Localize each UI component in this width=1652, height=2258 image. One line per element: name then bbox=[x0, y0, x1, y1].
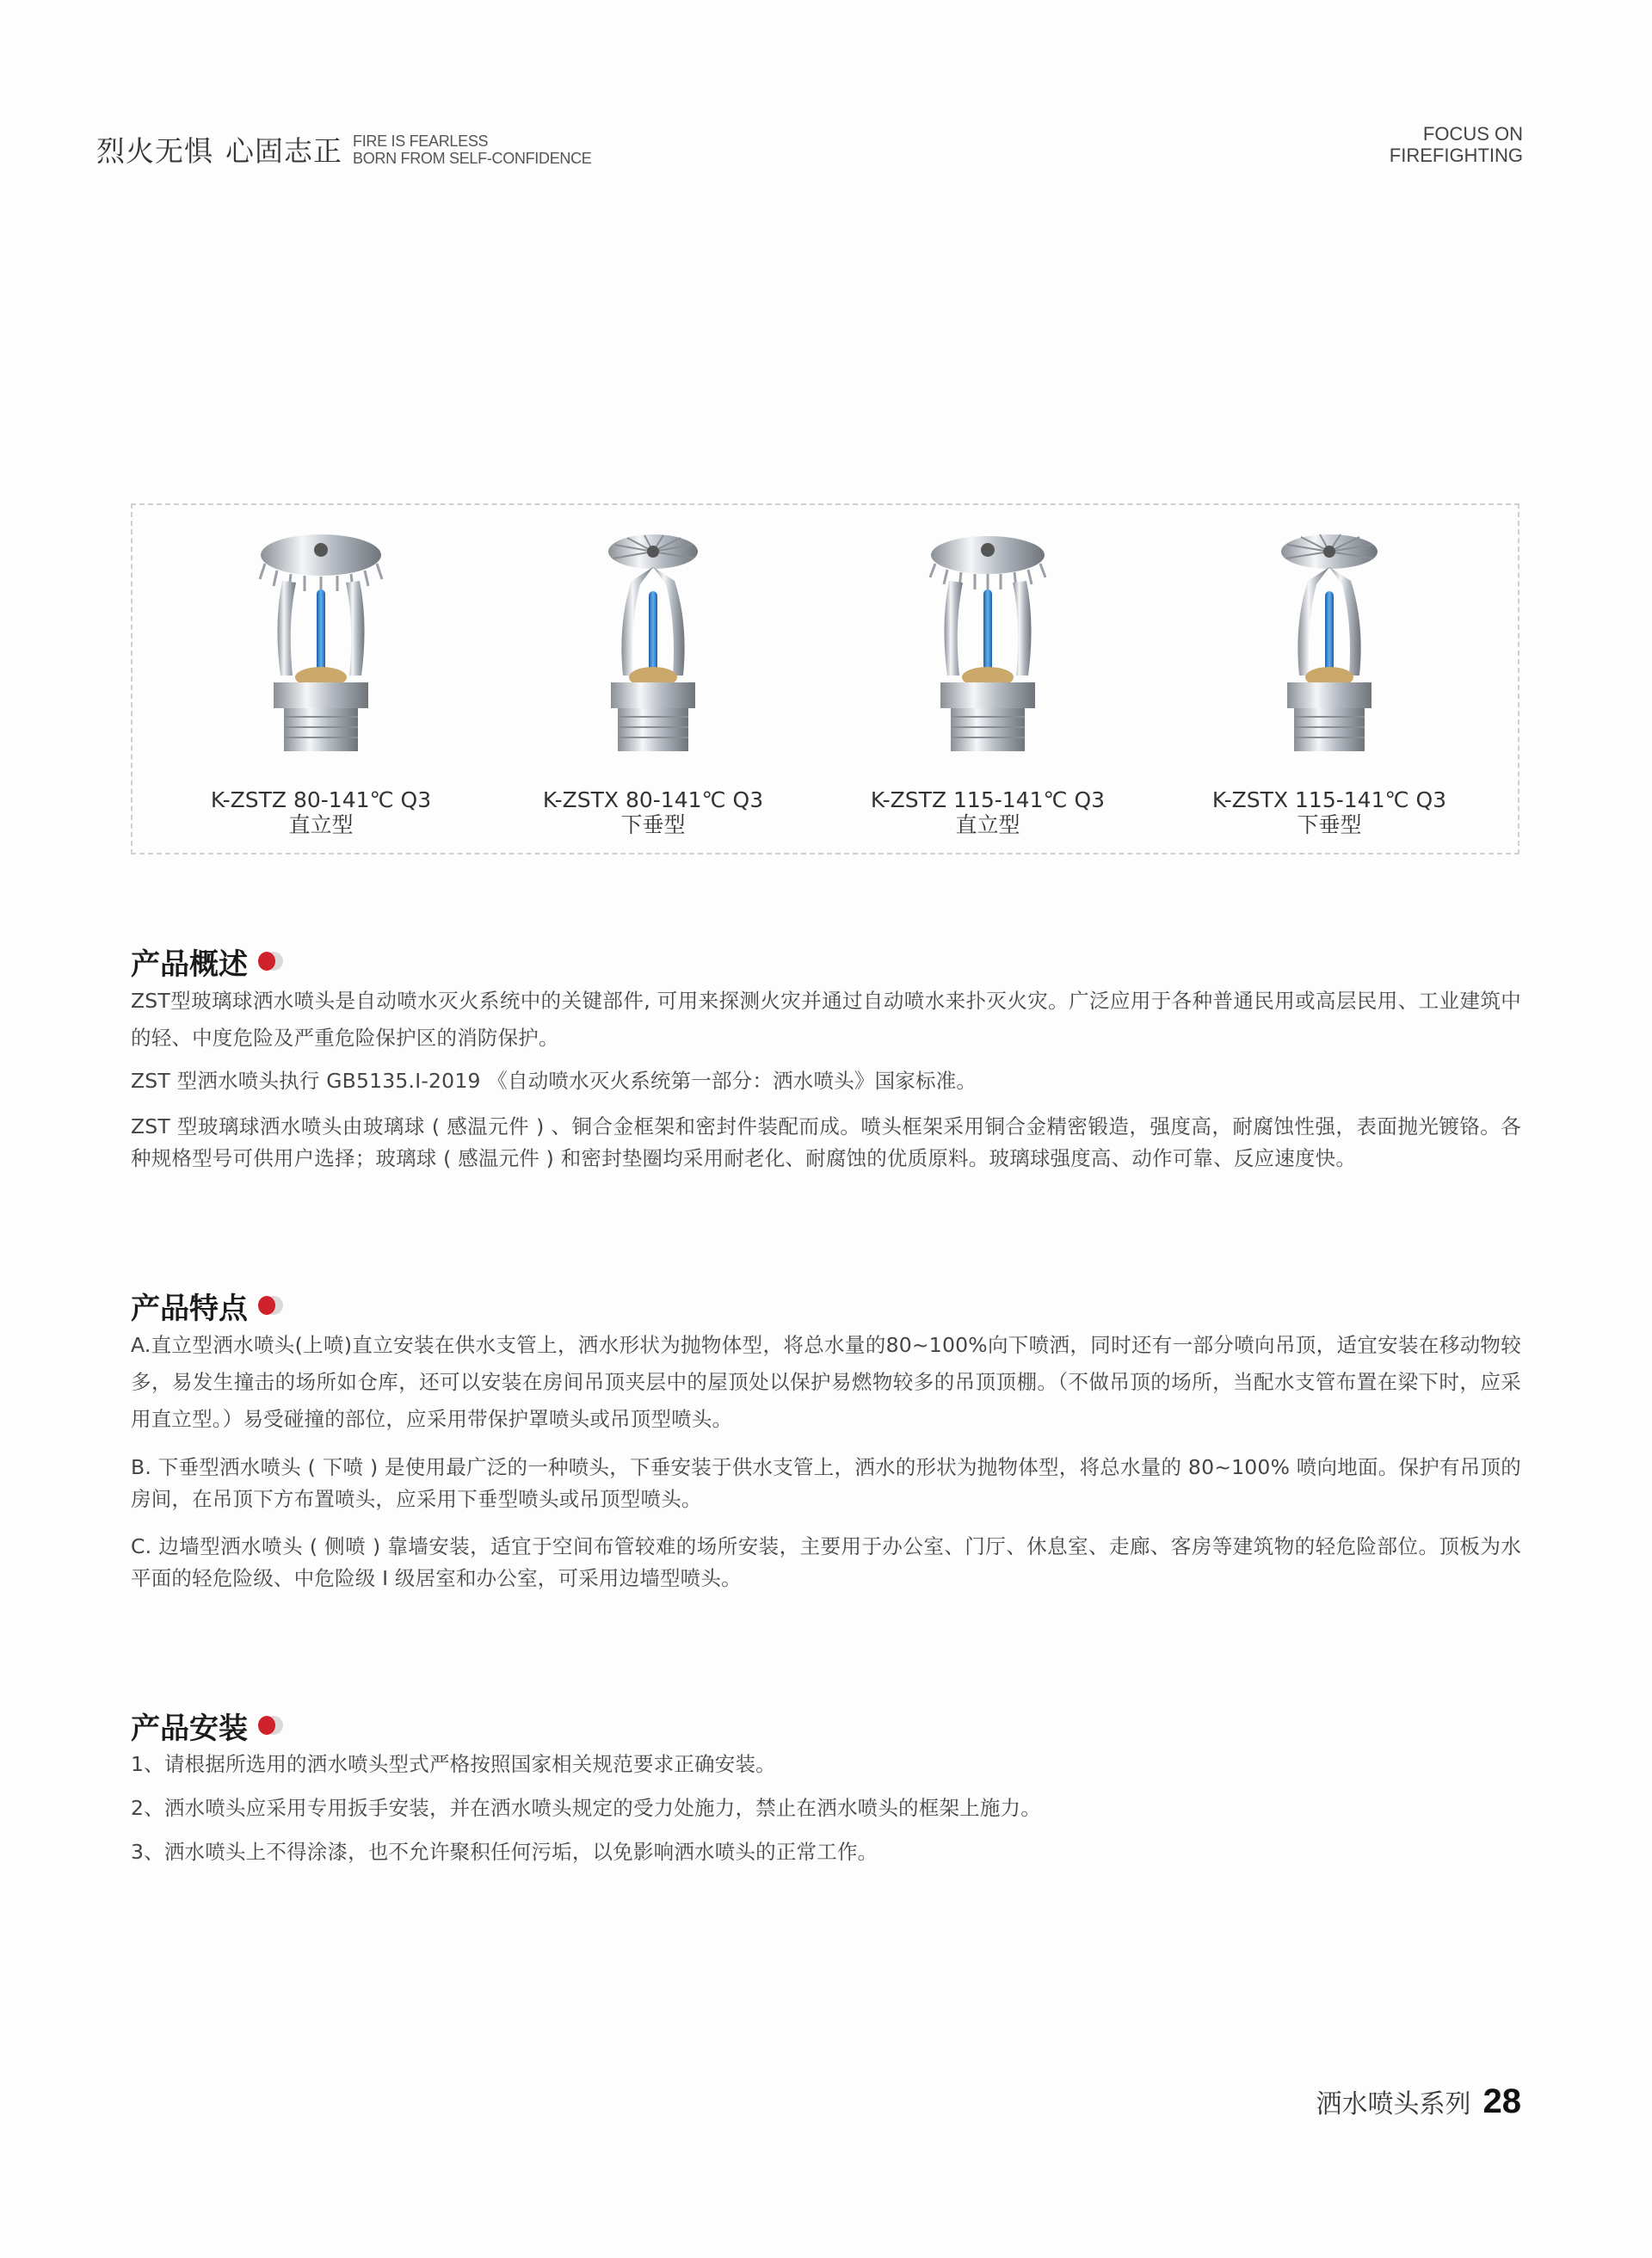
overview-title: 产品概述 bbox=[131, 947, 248, 982]
product-type: 下垂型 bbox=[620, 812, 686, 837]
product-type: 直立型 bbox=[288, 812, 354, 837]
product-gallery bbox=[131, 503, 1519, 854]
features-paragraph: B. 下垂型洒水喷头 ( 下喷 ) 是使用最广泛的一种喷头，下垂安装于供水支管上，洒水的形状为抛物体型，将总水量的 80~100% 喷向地面。保护有吊顶的房间，在吊顶下方布置喷头，应采用下垂型喷头或吊顶型喷头。 bbox=[131, 1455, 1521, 1511]
tagline-line1: FOCUS ON bbox=[1422, 123, 1523, 145]
slogan-cn-part2: 心固志正 bbox=[225, 134, 342, 168]
features-paragraph: A.直立型洒水喷头(上喷)直立安装在供水支管上，洒水形状为抛物体型，将总水量的80~100%向下喷洒，同时还有一部分喷向吊顶，适宜安装在移动物较多，易发生撞击的场所如仓库，还可以安装在房间吊顶夹层中的屋顶处以保护易燃物较多的吊顶顶棚。（不做吊顶的场所，当配水支管布置在梁下时，应采用直立型。）易受碰撞的部位，应采用带保护罩喷头或吊顶型喷头。 bbox=[131, 1333, 1521, 1431]
product-model: K-ZSTZ 115-141℃ Q3 bbox=[870, 787, 1106, 812]
section-features bbox=[131, 1286, 1521, 1595]
product-type: 直立型 bbox=[955, 812, 1020, 837]
slogan-chinese bbox=[96, 129, 342, 170]
red-grey-dots-icon bbox=[258, 1296, 287, 1315]
product-model: K-ZSTZ 80-141℃ Q3 bbox=[210, 787, 432, 812]
section-title bbox=[131, 1286, 1521, 1325]
overview-paragraph: ZST 型玻璃球洒水喷头由玻璃球 ( 感温元件 ) 、铜合金框架和密封件装配而成。喷头框架采用铜合金精密锻造，强度高，耐腐蚀性强，表面抛光镀铬。各种规格型号可供用户选择；玻璃球 ( 感温元件 ) 和密封垫圈均采用耐老化、耐腐蚀的优质原料。玻璃球强度高、动作可靠、反应速度快。 bbox=[131, 1114, 1521, 1170]
installation-item: 2、洒水喷头应采用专用扳手安装，并在洒水喷头规定的受力处施力，禁止在洒水喷头的框架上施力。 bbox=[131, 1796, 1041, 1820]
slogan-en-line2: BORN FROM SELF-CONFIDENCE bbox=[353, 149, 592, 167]
pendent-sprinkler-icon bbox=[1256, 529, 1402, 753]
slogan-en-line1: FIRE IS FEARLESS bbox=[353, 132, 489, 150]
series-name: 洒水喷头系列 bbox=[1316, 2089, 1471, 2119]
header-slogan bbox=[96, 129, 592, 170]
installation-title: 产品安装 bbox=[131, 1711, 248, 1746]
section-title bbox=[131, 941, 1521, 981]
installation-item: 1、请根据所选用的洒水喷头型式严格按照国家相关规范要求正确安装。 bbox=[131, 1752, 776, 1776]
red-grey-dots-icon bbox=[258, 952, 287, 971]
overview-paragraph: ZST型玻璃球洒水喷头是自动喷水灭火系统中的关键部件, 可用来探测火灾并通过自动喷水来扑灭火灾。广泛应用于各种普通民用或高层民用、工业建筑中的轻、中度危险及严重危险保护区的消防保护。 bbox=[131, 989, 1521, 1050]
features-paragraph: C. 边墙型洒水喷头 ( 侧喷 ) 靠墙安装，适宜于空间布管较难的场所安装，主要用于办公室、门厅、休息室、走廊、客房等建筑物的轻危险部位。顶板为水平面的轻危险级、中危险级 I 级居室和办公室，可采用边墙型喷头。 bbox=[131, 1534, 1521, 1590]
product-model: K-ZSTX 80-141℃ Q3 bbox=[542, 787, 764, 812]
product-model: K-ZSTX 115-141℃ Q3 bbox=[1211, 787, 1447, 812]
pendent-sprinkler-icon bbox=[580, 529, 726, 753]
red-grey-dots-icon bbox=[258, 1716, 287, 1735]
section-installation bbox=[131, 1706, 1521, 1868]
features-title: 产品特点 bbox=[131, 1291, 248, 1326]
tagline-line2: FIREFIGHTING bbox=[1389, 145, 1523, 166]
slogan-english bbox=[353, 133, 592, 167]
installation-item: 3、洒水喷头上不得涂漆，也不允许聚积任何污垢，以免影响洒水喷头的正常工作。 bbox=[131, 1840, 878, 1864]
page-footer bbox=[1316, 2082, 1522, 2121]
overview-paragraph: ZST 型洒水喷头执行 GB5135.I-2019 《自动喷水灭火系统第一部分：洒水喷头》国家标准。 bbox=[131, 1069, 977, 1093]
product-card bbox=[1200, 529, 1458, 837]
section-overview bbox=[131, 941, 1521, 1175]
slogan-cn-part1: 烈火无惧 bbox=[96, 134, 213, 168]
upright-sprinkler-icon bbox=[915, 529, 1061, 753]
product-card bbox=[192, 529, 450, 837]
product-type: 下垂型 bbox=[1297, 812, 1362, 837]
product-card bbox=[524, 529, 782, 837]
page-number: 28 bbox=[1482, 2082, 1521, 2120]
section-title bbox=[131, 1706, 1521, 1745]
product-card bbox=[859, 529, 1117, 837]
upright-sprinkler-icon bbox=[248, 529, 394, 753]
header-tagline bbox=[1390, 123, 1523, 166]
